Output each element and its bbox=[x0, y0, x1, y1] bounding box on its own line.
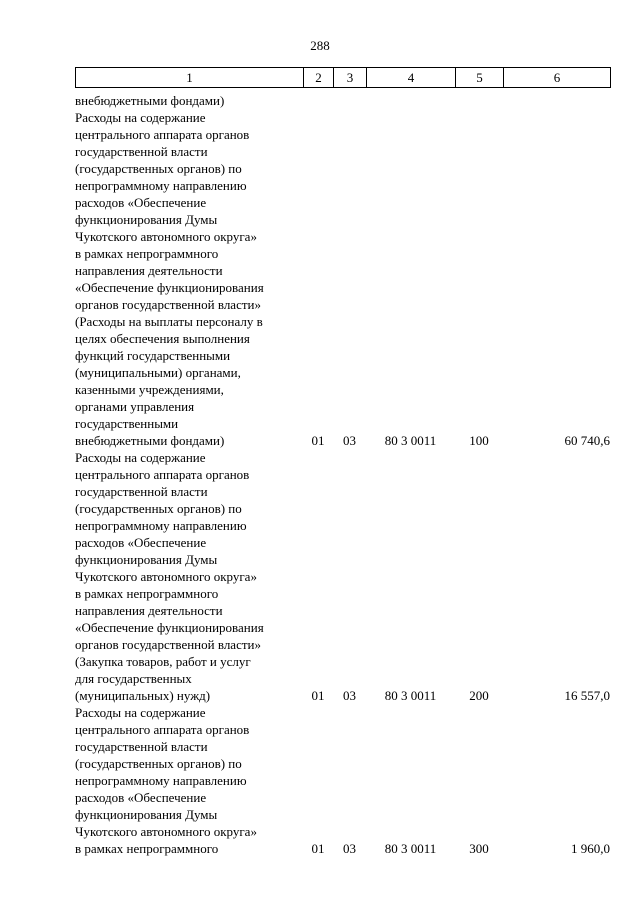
description-line: направления деятельности bbox=[75, 263, 223, 278]
expense-type-code: 300 bbox=[469, 841, 489, 856]
table-row bbox=[75, 704, 610, 857]
description-line: в рамках непрограммного bbox=[75, 841, 219, 856]
target-article-code: 80 3 0011 bbox=[384, 841, 437, 856]
description-line: Расходы на содержание bbox=[75, 110, 206, 125]
description-line: расходов «Обеспечение bbox=[75, 195, 207, 210]
description-line: Чукотского автономного округа» bbox=[75, 569, 257, 584]
section-code: 01 bbox=[311, 433, 325, 448]
column-header-6: 6 bbox=[504, 68, 611, 88]
subsection-code: 03 bbox=[343, 688, 356, 703]
description-line: органов государственной власти» bbox=[75, 297, 261, 312]
description-line: государственной власти bbox=[75, 484, 208, 499]
column-header-row bbox=[76, 68, 611, 88]
table-row bbox=[75, 92, 610, 109]
description-line: центрального аппарата органов bbox=[75, 467, 250, 482]
description-line: функций государственными bbox=[75, 348, 231, 363]
description-line: непрограммному направлению bbox=[75, 518, 247, 533]
row-description bbox=[75, 109, 305, 449]
description-line: непрограммному направлению bbox=[75, 773, 247, 788]
amount: 60 740,6 bbox=[564, 433, 610, 448]
description-line: Чукотского автономного округа» bbox=[75, 824, 257, 839]
description-line: целях обеспечения выполнения bbox=[75, 331, 250, 346]
description-line: «Обеспечение функционирования bbox=[75, 280, 264, 295]
description-line: (Закупка товаров, работ и услуг bbox=[75, 654, 251, 669]
description-line: (Расходы на выплаты персоналу в bbox=[75, 314, 263, 329]
description-line: расходов «Обеспечение bbox=[75, 790, 207, 805]
column-header-table bbox=[75, 67, 611, 88]
page-number: 288 bbox=[310, 38, 330, 53]
subsection-code: 03 bbox=[343, 841, 356, 856]
description-line: казенными учреждениями, bbox=[75, 382, 224, 397]
description-line: Расходы на содержание bbox=[75, 450, 206, 465]
description-line: функционирования Думы bbox=[75, 807, 218, 822]
expense-type-code: 200 bbox=[469, 688, 489, 703]
row-description bbox=[75, 449, 305, 704]
description-line: органов государственной власти» bbox=[75, 637, 261, 652]
description-line: (государственных органов) по bbox=[75, 501, 242, 516]
description-line: функционирования Думы bbox=[75, 212, 218, 227]
description-line: Расходы на содержание bbox=[75, 705, 206, 720]
section-code: 01 bbox=[311, 688, 325, 703]
description-line: центрального аппарата органов bbox=[75, 722, 250, 737]
table-body bbox=[75, 92, 610, 857]
description-line: для государственных bbox=[75, 671, 192, 686]
description-line: (муниципальных) нужд) bbox=[75, 688, 211, 703]
description-line: непрограммному направлению bbox=[75, 178, 247, 193]
description-line: направления деятельности bbox=[75, 603, 223, 618]
table-row bbox=[75, 449, 610, 704]
description-line: органами управления bbox=[75, 399, 195, 414]
description-line: государственной власти bbox=[75, 144, 208, 159]
description-line: в рамках непрограммного bbox=[75, 586, 219, 601]
description-line: государственной власти bbox=[75, 739, 208, 754]
column-header-5: 5 bbox=[456, 68, 504, 88]
description-line: функционирования Думы bbox=[75, 552, 218, 567]
description-line: центрального аппарата органов bbox=[75, 127, 250, 142]
description-line: внебюджетными фондами) bbox=[75, 93, 225, 108]
column-header-3: 3 bbox=[334, 68, 367, 88]
column-header-1: 1 bbox=[76, 68, 304, 88]
description-line: внебюджетными фондами) bbox=[75, 433, 225, 448]
amount: 16 557,0 bbox=[564, 688, 610, 703]
subsection-code: 03 bbox=[343, 433, 356, 448]
target-article-code: 80 3 0011 bbox=[384, 688, 437, 703]
description-line: Чукотского автономного округа» bbox=[75, 229, 257, 244]
column-header-4: 4 bbox=[367, 68, 456, 88]
description-line: расходов «Обеспечение bbox=[75, 535, 207, 550]
table-row bbox=[75, 109, 610, 449]
description-line: государственными bbox=[75, 416, 179, 431]
row-description bbox=[75, 92, 305, 109]
column-header-2: 2 bbox=[304, 68, 334, 88]
description-line: в рамках непрограммного bbox=[75, 246, 219, 261]
amount: 1 960,0 bbox=[571, 841, 610, 856]
description-line: «Обеспечение функционирования bbox=[75, 620, 264, 635]
section-code: 01 bbox=[311, 841, 325, 856]
description-line: (государственных органов) по bbox=[75, 161, 242, 176]
target-article-code: 80 3 0011 bbox=[384, 433, 437, 448]
row-description bbox=[75, 704, 305, 857]
expense-type-code: 100 bbox=[469, 433, 489, 448]
description-line: (муниципальными) органами, bbox=[75, 365, 241, 380]
description-line: (государственных органов) по bbox=[75, 756, 242, 771]
